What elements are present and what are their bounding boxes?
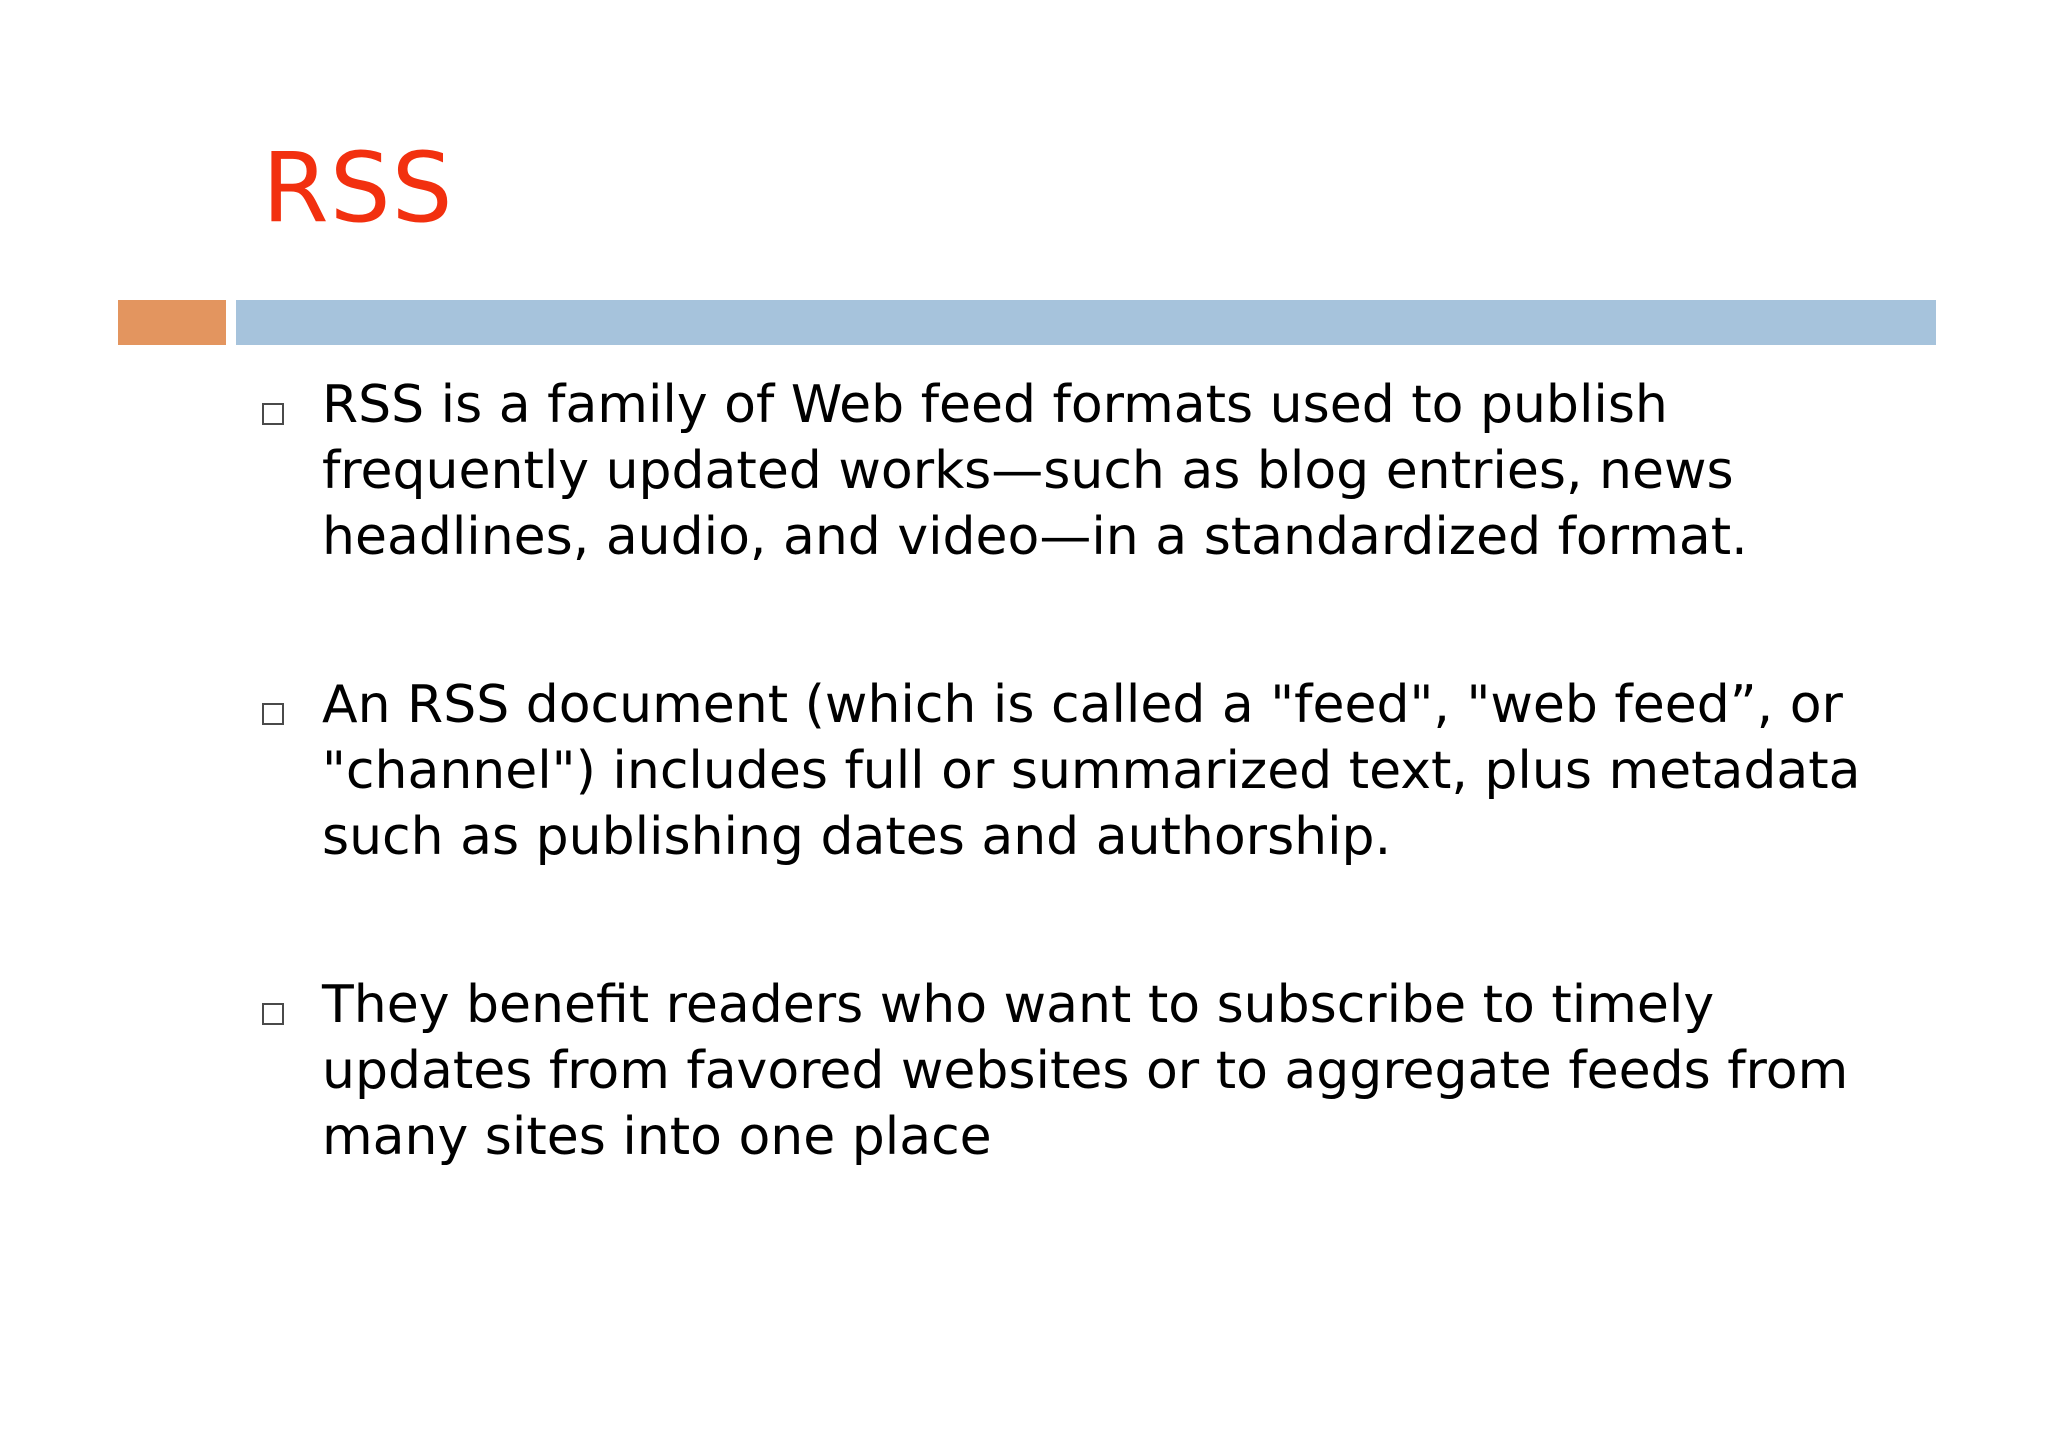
bullet-text: An RSS document (which is called a "feed", "web feed”, or "channel") includes full or summarized text, plus metadata such as publishing dates and authorship. (322, 675, 1861, 867)
divider-accent-orange (118, 300, 226, 345)
square-bullet-icon (262, 403, 284, 425)
square-bullet-icon (262, 703, 284, 725)
bullet-item-1 (262, 372, 1922, 570)
square-bullet-icon (262, 1003, 284, 1025)
slide-title: RSS (262, 132, 454, 244)
bullet-item-3 (262, 972, 1922, 1170)
bullet-text: They benefit readers who want to subscribe to timely updates from favored websites or to aggregate feeds from many sites into one place (322, 975, 1849, 1167)
bullet-text: RSS is a family of Web feed formats used to publish frequently updated works—such as blog entries, news headlines, audio, and video—in a standardized format. (322, 375, 1748, 567)
bullet-item-2 (262, 672, 1922, 870)
bullet-list (262, 372, 1922, 1272)
divider-accent-blue (236, 300, 1936, 345)
